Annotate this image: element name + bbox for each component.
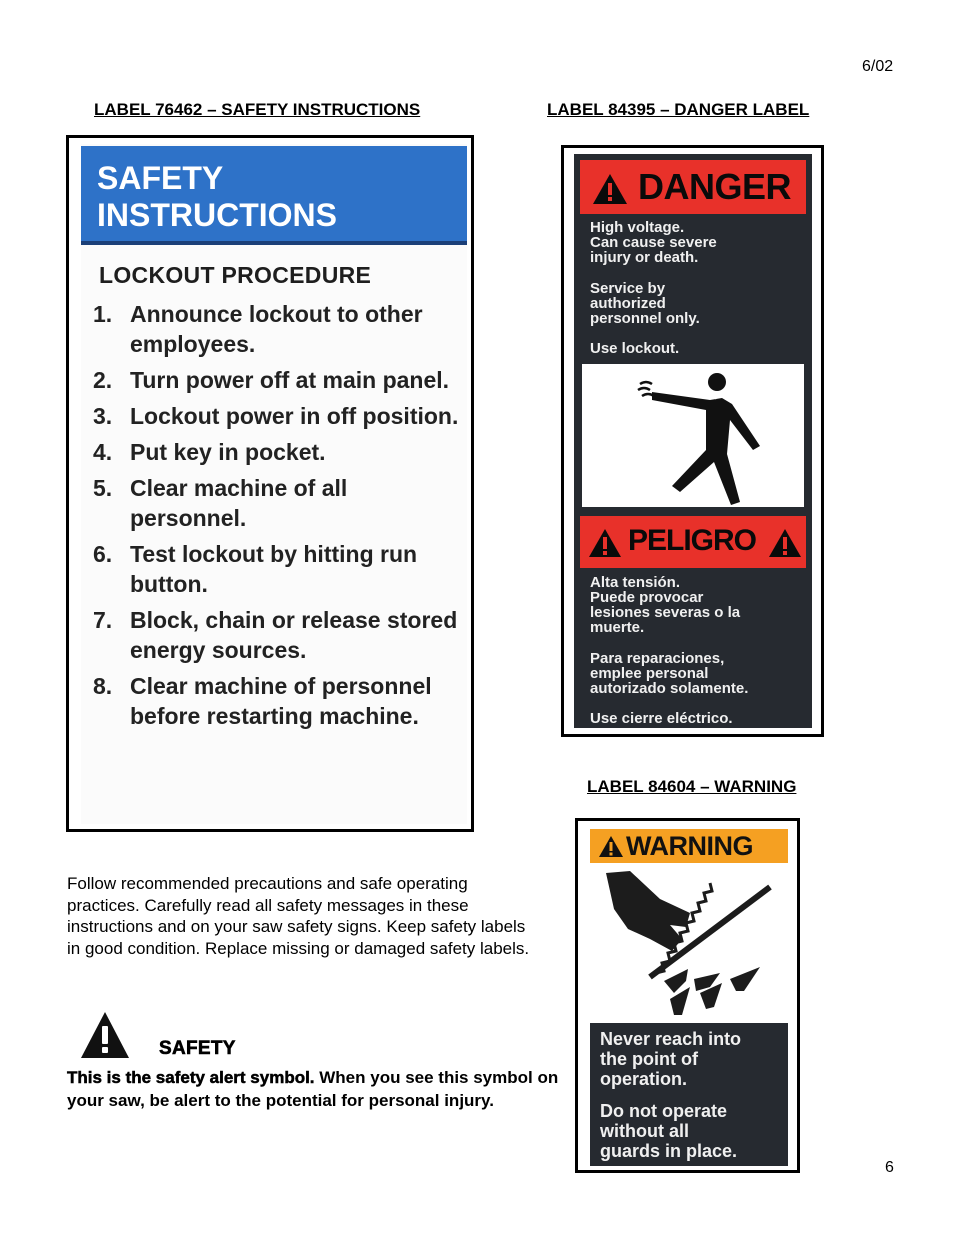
warning-line: guards in place.	[600, 1141, 738, 1161]
warning-triangle-icon	[592, 173, 628, 205]
danger-line: Para reparaciones,	[590, 650, 725, 667]
peligro-title: PELIGRO	[628, 524, 757, 557]
danger-line: personnel only.	[590, 310, 700, 327]
step-number: 4.	[93, 439, 113, 465]
step-number: 2.	[93, 367, 113, 393]
danger-line: Use cierre eléctrico.	[590, 710, 733, 727]
warning-line: Do not operate	[600, 1101, 728, 1121]
danger-line: Puede provocar	[590, 589, 704, 606]
heading-danger-label: LABEL 84395 – DANGER LABEL	[547, 100, 810, 119]
safety-alert-text: When you see this symbol on your saw, be alert to the potential for personal injury.	[67, 1068, 559, 1110]
safety-label-panel	[81, 144, 467, 824]
danger-line: injury or death.	[590, 249, 699, 266]
step-text: Clear machine of personnel before restarting machine.	[130, 673, 432, 729]
danger-line: Can cause severe	[590, 234, 717, 251]
warning-triangle-icon	[598, 835, 624, 858]
step-number: 3.	[93, 403, 113, 429]
lockout-step	[93, 401, 460, 431]
danger-line: High voltage.	[590, 219, 685, 236]
warning-label-panel	[588, 827, 790, 1164]
warning-line: without all	[600, 1121, 689, 1141]
lockout-step	[93, 539, 460, 599]
danger-text-spanish-3	[590, 711, 812, 726]
step-text: Turn power off at main panel.	[130, 367, 450, 393]
lockout-step	[93, 365, 460, 395]
lockout-step	[93, 299, 460, 359]
heading-warning-label: LABEL 84604 – WARNING	[587, 777, 797, 796]
warning-banner	[590, 829, 788, 863]
hand-blade-pictogram-panel	[590, 869, 788, 1019]
danger-line: lesiones severas o la	[590, 604, 741, 621]
danger-line: emplee personal	[590, 665, 709, 682]
page-number: 6	[885, 1159, 894, 1176]
danger-label	[561, 145, 824, 737]
precautions-paragraph: Follow recommended precautions and safe operating practices. Carefully read all safety messages in these instructions and on your saw safety signs. Keep safety labels in good condition. Replace missing or damaged safety labels.	[67, 874, 530, 959]
warning-triangle-icon	[588, 528, 622, 558]
electric-shock-icon	[582, 364, 804, 507]
warning-line: operation.	[600, 1069, 688, 1089]
step-text: Announce lockout to other employees.	[130, 301, 423, 357]
safety-title-line1: SAFETY	[97, 160, 224, 196]
warning-line: Never reach into	[600, 1029, 742, 1049]
safety-instructions-label	[66, 135, 474, 832]
danger-text-spanish-2	[590, 651, 812, 696]
lockout-procedure-title: LOCKOUT PROCEDURE	[99, 262, 372, 288]
warning-text-block-1	[600, 1029, 785, 1089]
step-text: Test lockout by hitting run button.	[130, 541, 418, 597]
warning-text-block-2	[600, 1101, 785, 1161]
warning-title: WARNING	[626, 831, 753, 861]
danger-text-spanish-1	[590, 575, 800, 635]
lockout-step	[93, 473, 460, 533]
safety-alert-paragraph	[67, 1067, 567, 1112]
step-number: 5.	[93, 475, 113, 501]
step-number: 7.	[93, 607, 113, 633]
danger-banner	[580, 160, 806, 214]
lockout-step	[93, 605, 460, 665]
warning-triangle-icon	[768, 528, 802, 558]
danger-line: authorized	[590, 295, 666, 312]
danger-text-english-3	[590, 341, 800, 356]
lockout-step	[93, 437, 460, 467]
warning-line: the point of	[600, 1049, 698, 1069]
step-number: 8.	[93, 673, 113, 699]
step-text: Block, chain or release stored energy sources.	[130, 607, 458, 663]
warning-text-panel	[590, 1023, 788, 1166]
danger-line: muerte.	[590, 619, 645, 636]
safety-label-title	[97, 160, 337, 234]
step-text: Put key in pocket.	[130, 439, 326, 465]
danger-line: autorizado solamente.	[590, 680, 749, 697]
danger-line: Alta tensión.	[590, 574, 681, 591]
lockout-steps-list	[93, 299, 460, 737]
danger-title: DANGER	[638, 166, 792, 207]
peligro-banner	[580, 516, 806, 568]
step-number: 1.	[93, 301, 113, 327]
step-number: 6.	[93, 541, 113, 567]
safety-title-line2: INSTRUCTIONS	[97, 197, 337, 233]
shock-pictogram-panel	[582, 364, 804, 507]
safety-alert-strong-text: This is the safety alert symbol.	[67, 1068, 315, 1087]
step-text: Lockout power in off position.	[130, 403, 459, 429]
warning-triangle-icon	[79, 1010, 131, 1060]
danger-text-english-2	[590, 281, 800, 326]
danger-line: Service by	[590, 280, 666, 297]
hand-cut-icon	[590, 869, 788, 1019]
page-date: 6/02	[862, 58, 894, 75]
safety-label-header	[81, 146, 467, 245]
danger-label-panel	[574, 154, 812, 728]
lockout-step	[93, 671, 460, 731]
warning-label	[575, 818, 800, 1173]
step-text: Clear machine of all personnel.	[130, 475, 348, 531]
danger-line: Use lockout.	[590, 340, 680, 357]
heading-safety-instructions-label: LABEL 76462 – SAFETY INSTRUCTIONS	[94, 100, 421, 119]
safety-alert-heading: SAFETY	[159, 1038, 236, 1059]
danger-text-english-1	[590, 220, 800, 265]
